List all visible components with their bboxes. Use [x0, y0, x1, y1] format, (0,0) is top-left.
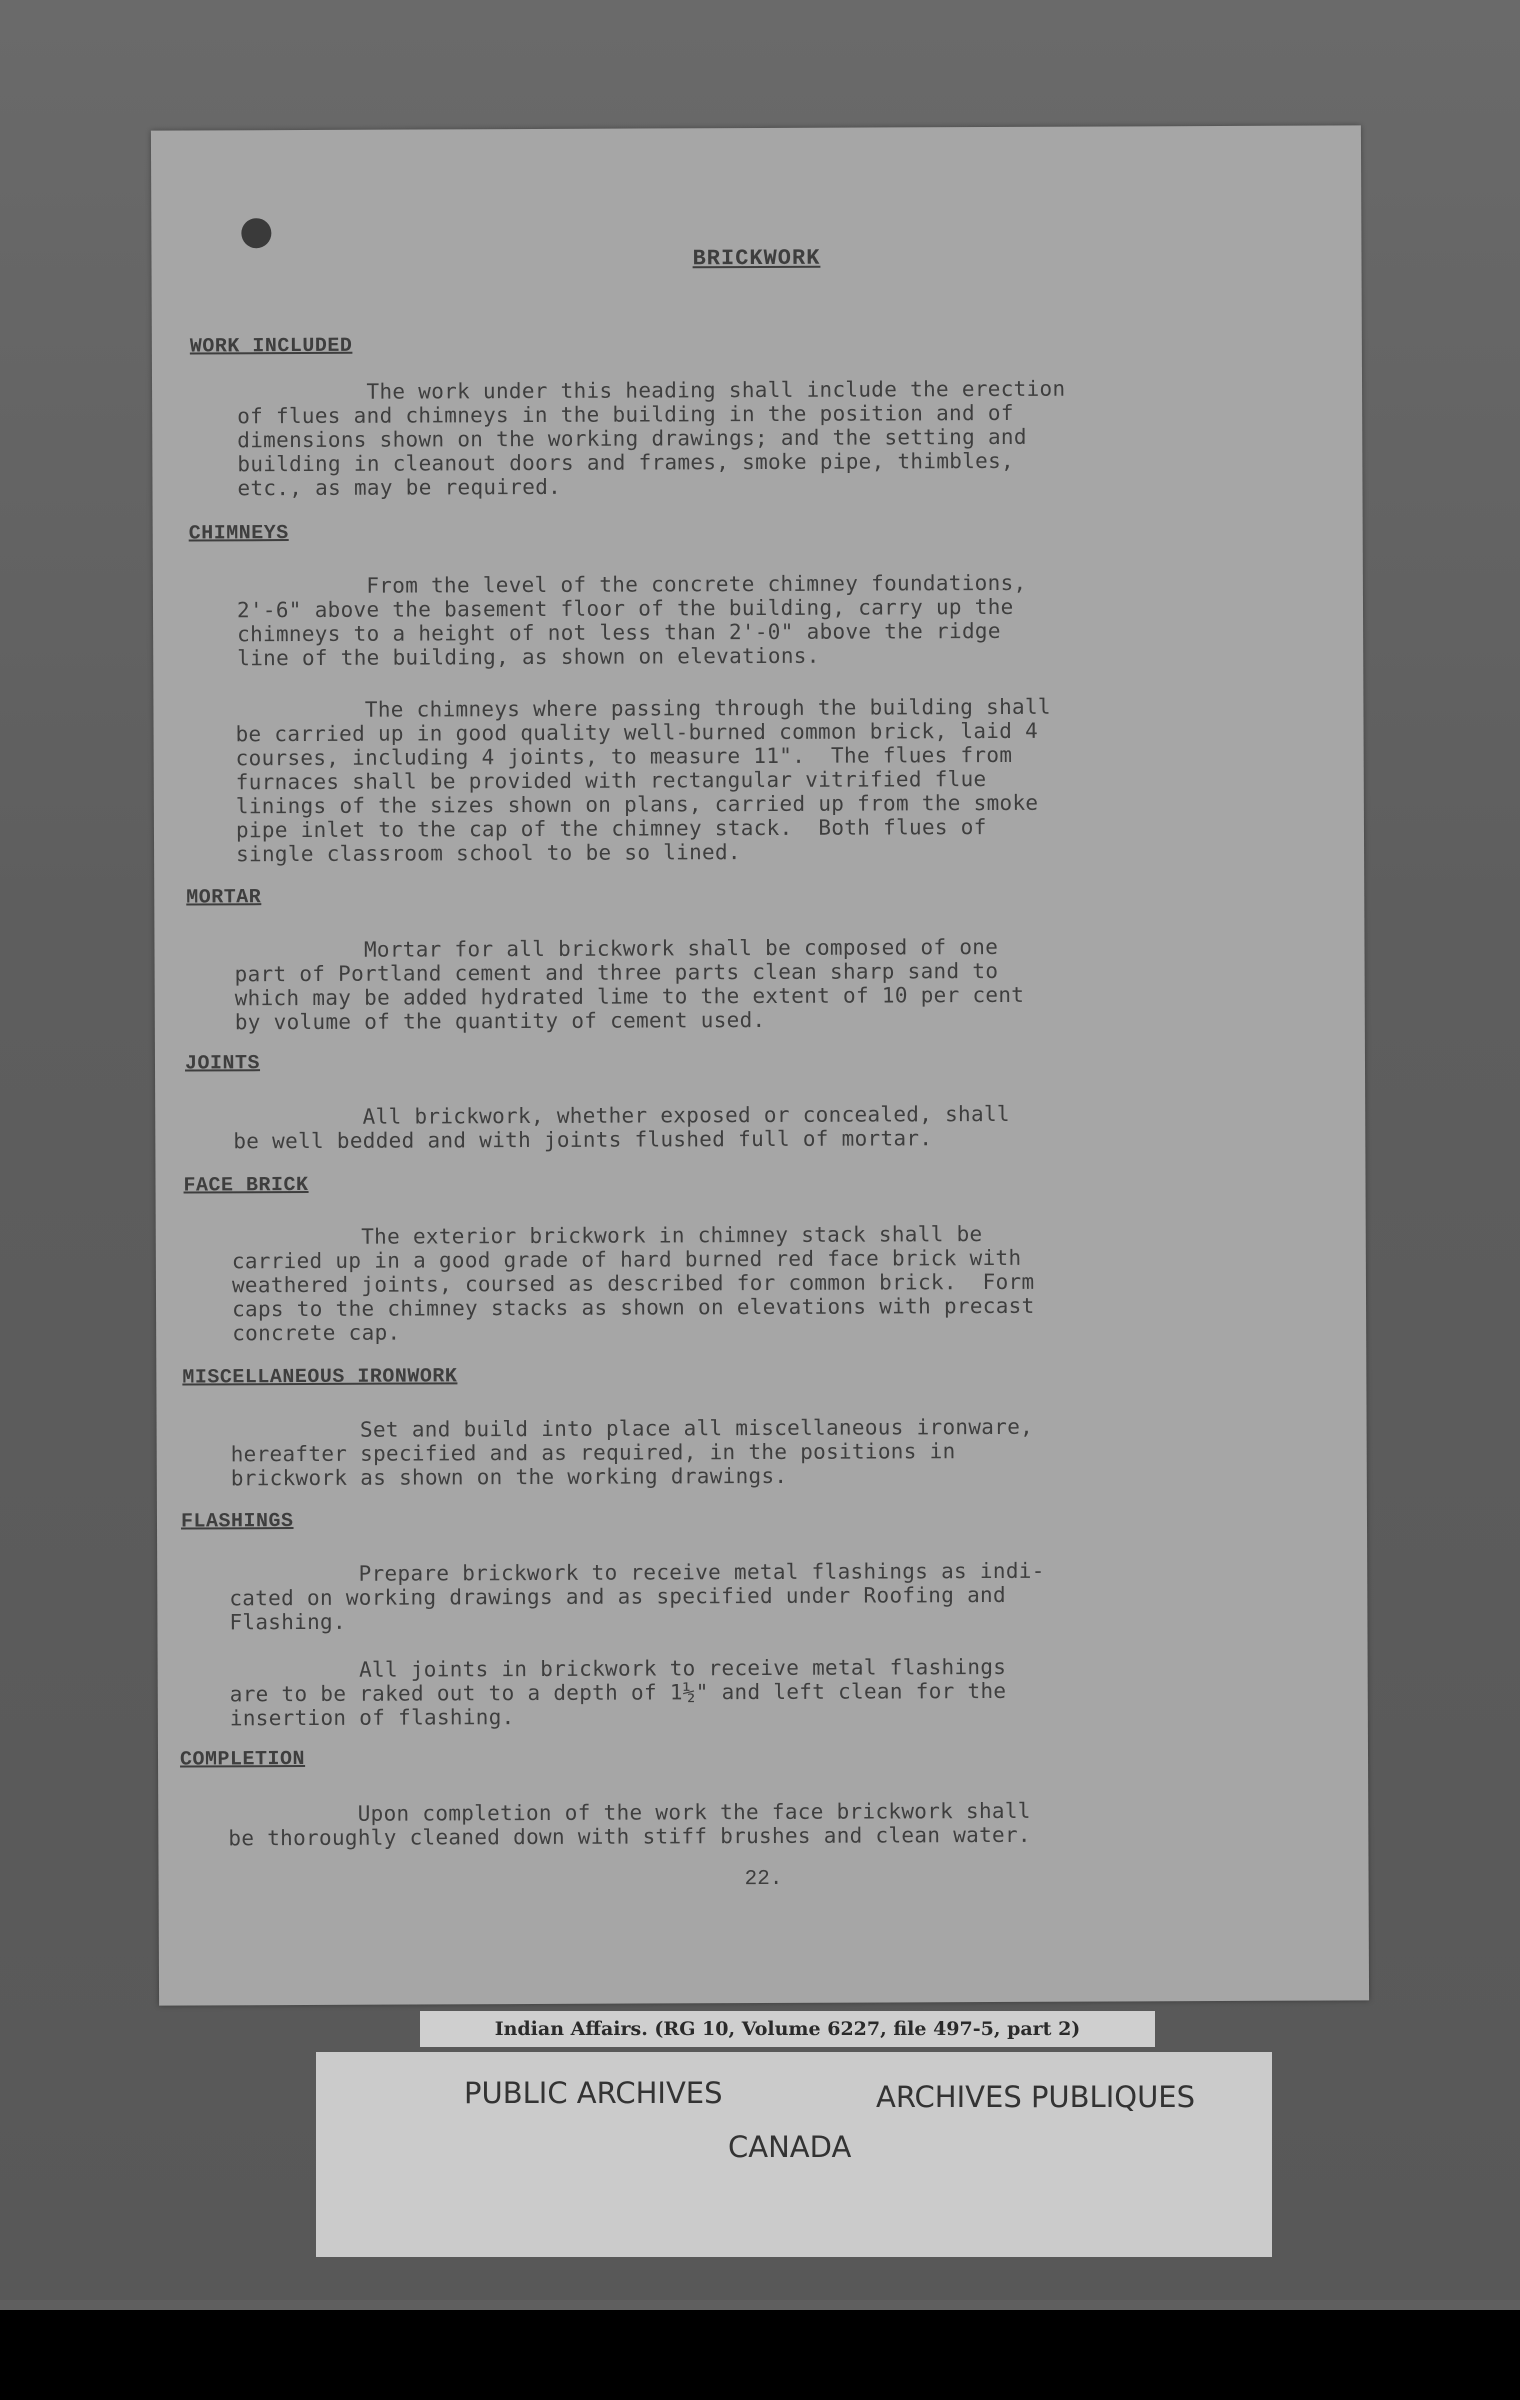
paragraph-chimneys-2: The chimneys where passing through the building shall be carried up in good quality well-burned common brick, laid 4 courses, including 4 joints, to measure 11". The flues from furnaces shall be provided with rectangular vitrified flue linings of the sizes shown on plans, carried up from the smoke pipe inlet to the cap of the chimney stack. Both flues of single classroom school to be so lined.	[235, 694, 1051, 867]
paragraph-face-brick: The exterior brickwork in chimney stack shall be carried up in a good grade of hard burned red face brick with weathered joints, coursed as described for common brick. Form caps to the chimney stacks as shown on elevations with precast concrete cap.	[231, 1222, 1035, 1346]
section-heading-work-included: WORK INCLUDED	[189, 334, 353, 359]
paragraph-misc-ironwork: Set and build into place all miscellaneous ironware, hereafter specified and as required, in the positions in brickwork as shown on the working drawings.	[230, 1414, 1034, 1491]
punch-hole	[241, 218, 271, 248]
stamp-canada: CANADA	[728, 2130, 852, 2164]
section-heading-joints: JOINTS	[184, 1052, 261, 1076]
paragraph-flashings-1: Prepare brickwork to receive metal flashings as indi- cated on working drawings and as specified under Roofing and Flashing.	[229, 1558, 1045, 1635]
section-heading-face-brick: FACE BRICK	[183, 1173, 309, 1198]
section-heading-misc-ironwork: MISCELLANEOUS IRONWORK	[182, 1365, 458, 1390]
section-heading-chimneys: CHIMNEYS	[188, 522, 289, 546]
paragraph-mortar: Mortar for all brickwork shall be composed of one part of Portland cement and three parts clean sharp sand to which may be added hydrated lime to the extent of 10 per cent by volume of the quantity of cement used.	[234, 934, 1025, 1035]
archive-reference-label: Indian Affairs. (RG 10, Volume 6227, file 497-5, part 2)	[420, 2011, 1155, 2047]
stamp-public-archives: PUBLIC ARCHIVES	[464, 2076, 723, 2110]
film-edge	[0, 2310, 1520, 2400]
paragraph-work-included: The work under this heading shall include the erection of flues and chimneys in the building in the position and of dimensions shown on the working drawings; and the setting and building in cleanout doors and frames, smoke pipe, thimbles, etc., as may be required.	[237, 376, 1066, 501]
stamp-archives-publiques: ARCHIVES PUBLIQUES	[876, 2080, 1196, 2114]
paragraph-flashings-2: All joints in brickwork to receive metal flashings are to be raked out to a depth of 1½" and left clean for the insertion of flashing.	[229, 1654, 1007, 1731]
section-heading-completion: COMPLETION	[179, 1747, 306, 1772]
section-heading-flashings: FLASHINGS	[180, 1510, 294, 1534]
document-page	[151, 125, 1369, 2005]
archives-stamp	[316, 2052, 1272, 2257]
paragraph-chimneys-1: From the level of the concrete chimney foundations, 2'-6" above the basement floor of the building, carry up the chimneys to a height of not less than 2'-0" above the ridge line of the building, as shown on elevations.	[236, 570, 1027, 671]
document-title: BRICKWORK	[692, 245, 821, 272]
page-number: 22.	[744, 1867, 783, 1892]
paragraph-joints: All brickwork, whether exposed or concealed, shall be well bedded and with joints flushed full of mortar.	[233, 1101, 1010, 1154]
section-heading-mortar: MORTAR	[186, 886, 262, 910]
paragraph-completion: Upon completion of the work the face brickwork shall be thoroughly cleaned down with stiff brushes and clean water.	[228, 1798, 1031, 1851]
